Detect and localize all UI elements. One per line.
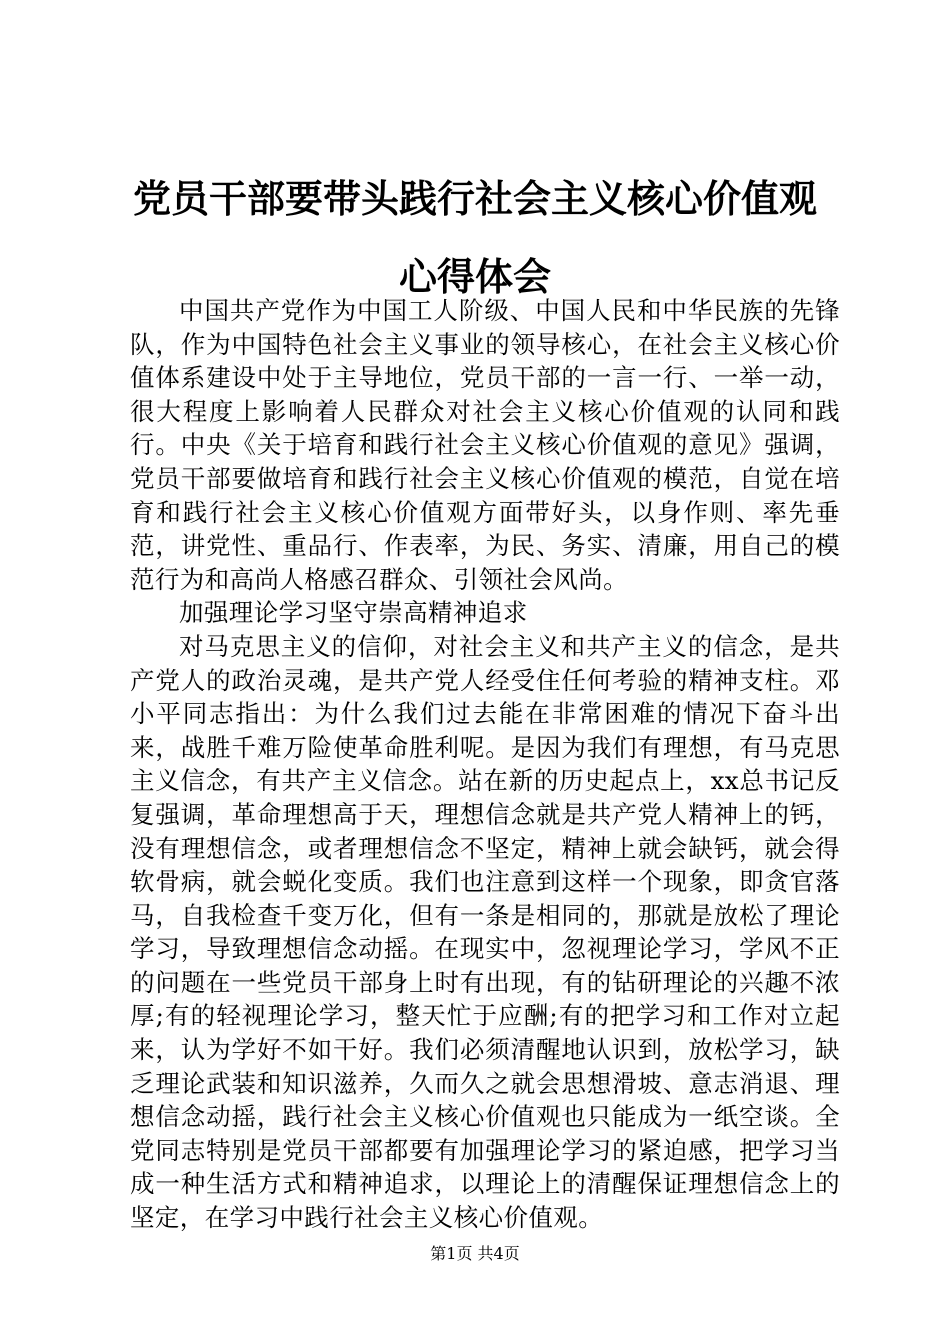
document-title: 党员干部要带头践行社会主义核心价值观心得体会: [132, 176, 817, 299]
intro-paragraph: 中国共产党作为中国工人阶级、中国人民和中华民族的先锋队，作为中国特色社会主义事业的领导核心，在社会主义核心价值体系建设中处于主导地位，党员干部的一言一行、一举一动，很大程度上影响着人民群众对社会主义核心价值观的认同和践行。中央《关于培育和践行社会主义核心价值观的意见》强调，党员干部要做培育和践行社会主义核心价值观的模范，自觉在培育和践行社会主义核心价值观方面带好头，以身作则、率先垂范，讲党性、重品行、作表率，为民、务实、清廉，用自己的模范行为和高尚人格感召群众、引领社会风尚。: [130, 296, 840, 594]
document-body: [130, 294, 840, 1235]
body-paragraph: 对马克思主义的信仰，对社会主义和共产主义的信念，是共产党人的政治灵魂，是共产党人经受住任何考验的精神支柱。邓小平同志指出：为什么我们过去能在非常困难的情况下奋斗出来，战胜千难万险使革命胜利呢。是因为我们有理想，有马克思主义信念，有共产主义信念。站在新的历史起点上，xx总书记反复强调，革命理想高于天，理想信念就是共产党人精神上的钙，没有理想信念，或者理想信念不坚定，精神上就会缺钙，就会得软骨病，就会蜕化变质。我们也注意到这样一个现象，即贪官落马，自我检查千变万化，但有一条是相同的，那就是放松了理论学习，导致理想信念动摇。在现实中，忽视理论学习，学风不正的问题在一些党员干部身上时有出现，有的钻研理论的兴趣不浓厚;有的轻视理论学习，整天忙于应酬;有的把学习和工作对立起来，认为学好不如干好。我们必须清醒地认识到，放松学习，缺乏理论武装和知识滋养，久而久之就会思想滑坡、意志消退、理想信念动摇，践行社会主义核心价值观也只能成为一纸空谈。全党同志特别是党员干部都要有加强理论学习的紧迫感，把学习当成一种生活方式和精神追求，以理论上的清醒保证理想信念上的坚定，在学习中践行社会主义核心价值观。: [130, 631, 840, 1233]
section-heading: 加强理论学习坚守崇高精神追求: [179, 598, 528, 628]
page-footer: 第1页 共4页: [430, 1244, 520, 1263]
